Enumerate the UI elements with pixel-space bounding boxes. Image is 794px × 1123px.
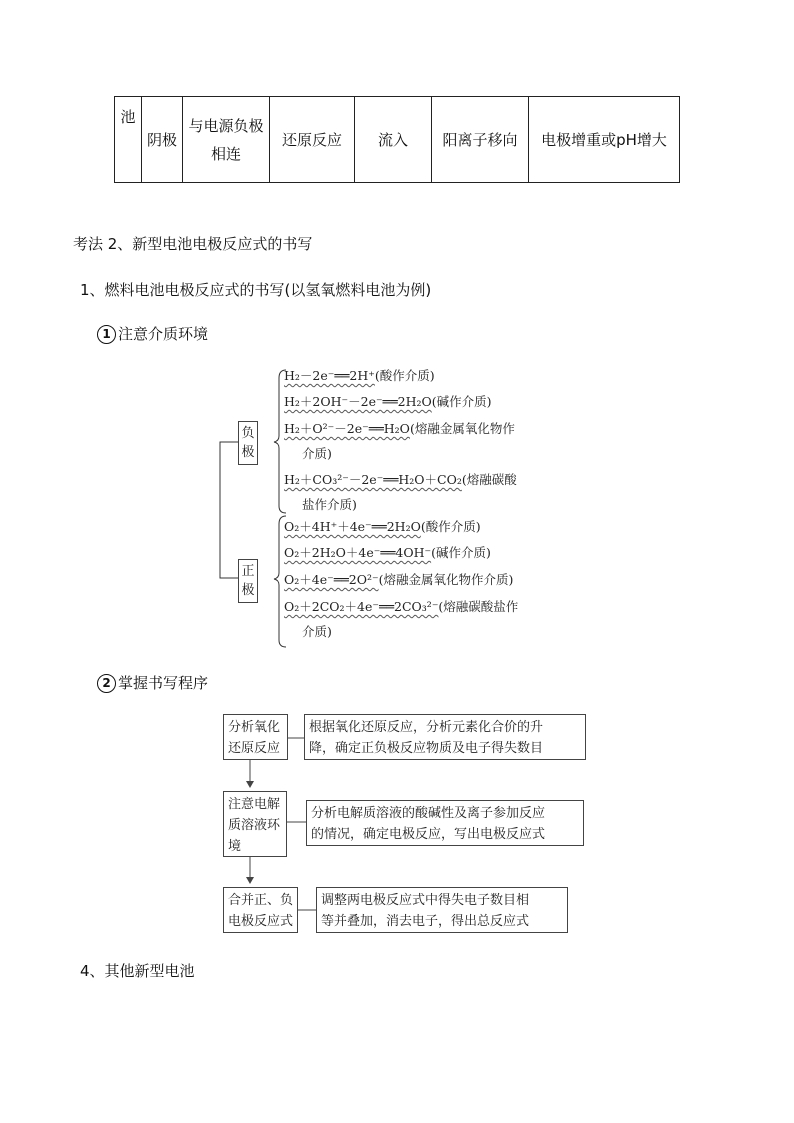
label-char: 极 — [241, 583, 255, 598]
equation: H₂＋2OH⁻－2e⁻══2H₂O — [284, 394, 432, 409]
equation-continuation: 介质) — [302, 624, 332, 639]
step-line: 还原反应 — [228, 741, 281, 756]
equation: O₂＋2H₂O＋4e⁻══4OH⁻ — [284, 545, 432, 560]
desc-line: 的情况，确定电极反应，写出电极反应式 — [311, 827, 546, 842]
desc-line: 根据氧化还原反应，分析元素化合价的升 — [309, 720, 544, 735]
desc-line: 等并叠加，消去电子，得出总反应式 — [321, 914, 530, 929]
item-heading: 1、燃料电池电极反应式的书写(以氢氧燃料电池为例) — [80, 281, 432, 299]
item-heading: 4、其他新型电池 — [80, 962, 195, 980]
table-cell: 阳离子移向 — [432, 97, 529, 183]
step-line: 质溶液环 — [228, 818, 281, 833]
equation: H₂＋O²⁻－2e⁻══H₂O — [284, 421, 410, 436]
label-char: 极 — [241, 445, 255, 460]
step-line: 注意电解 — [228, 797, 281, 812]
label-char: 正 — [241, 564, 255, 579]
table-cell: 池 — [115, 97, 142, 183]
medium-note: (酸作介质) — [420, 519, 481, 534]
circled-number: 1 — [97, 325, 116, 344]
procedure-step-box — [223, 714, 288, 760]
medium-note: (酸作介质) — [374, 368, 435, 383]
procedure-desc-box — [306, 800, 584, 846]
medium-note: (熔融碳酸盐作 — [438, 599, 519, 614]
circled-number: 2 — [97, 674, 116, 693]
equation: O₂＋2CO₂＋4e⁻══2CO₃²⁻ — [284, 599, 439, 614]
step-line: 境 — [228, 839, 242, 854]
section-heading: 考法 2、新型电池电极反应式的书写 — [73, 235, 313, 253]
equation-continuation: 盐作介质) — [302, 497, 357, 512]
step-line: 电极反应式 — [228, 914, 294, 929]
desc-line: 分析电解质溶液的酸碱性及离子参加反应 — [311, 806, 546, 821]
medium-note: (熔融碳酸 — [461, 472, 517, 487]
medium-note: (熔融金属氧化物作介质) — [378, 572, 514, 587]
label-char: 负 — [241, 426, 255, 441]
equation: H₂－2e⁻══2H⁺ — [284, 368, 375, 383]
table-cell: 电极增重或pH增大 — [529, 97, 680, 183]
procedure-step-box — [223, 791, 287, 857]
equation: O₂＋4e⁻══2O²⁻ — [284, 572, 379, 587]
step-line: 合并正、负 — [228, 893, 294, 908]
table-cell: 阴极 — [142, 97, 183, 183]
equation-continuation: 介质) — [302, 446, 332, 461]
medium-note: (碱作介质) — [431, 394, 492, 409]
equation: H₂＋CO₃²⁻－2e⁻══H₂O＋CO₂ — [284, 472, 462, 487]
desc-line: 降，确定正负极反应物质及电子得失数目 — [309, 741, 544, 756]
procedure-desc-box — [316, 887, 568, 933]
procedure-step-box — [223, 887, 298, 933]
medium-note: (熔融金属氧化物作 — [409, 421, 515, 436]
procedure-desc-box — [304, 714, 586, 760]
desc-line: 调整两电极反应式中得失电子数目相 — [321, 893, 530, 908]
subheading-text: 掌握书写程序 — [118, 674, 209, 692]
table-cell: 流入 — [355, 97, 432, 183]
medium-note: (碱作介质) — [431, 545, 491, 560]
equation: O₂＋4H⁺＋4e⁻══2H₂O — [284, 519, 421, 534]
subheading-text: 注意介质环境 — [118, 325, 209, 343]
step-line: 分析氧化 — [228, 720, 281, 735]
table-cell: 还原反应 — [270, 97, 355, 183]
table-cell: 与电源负极相连 — [183, 97, 270, 183]
